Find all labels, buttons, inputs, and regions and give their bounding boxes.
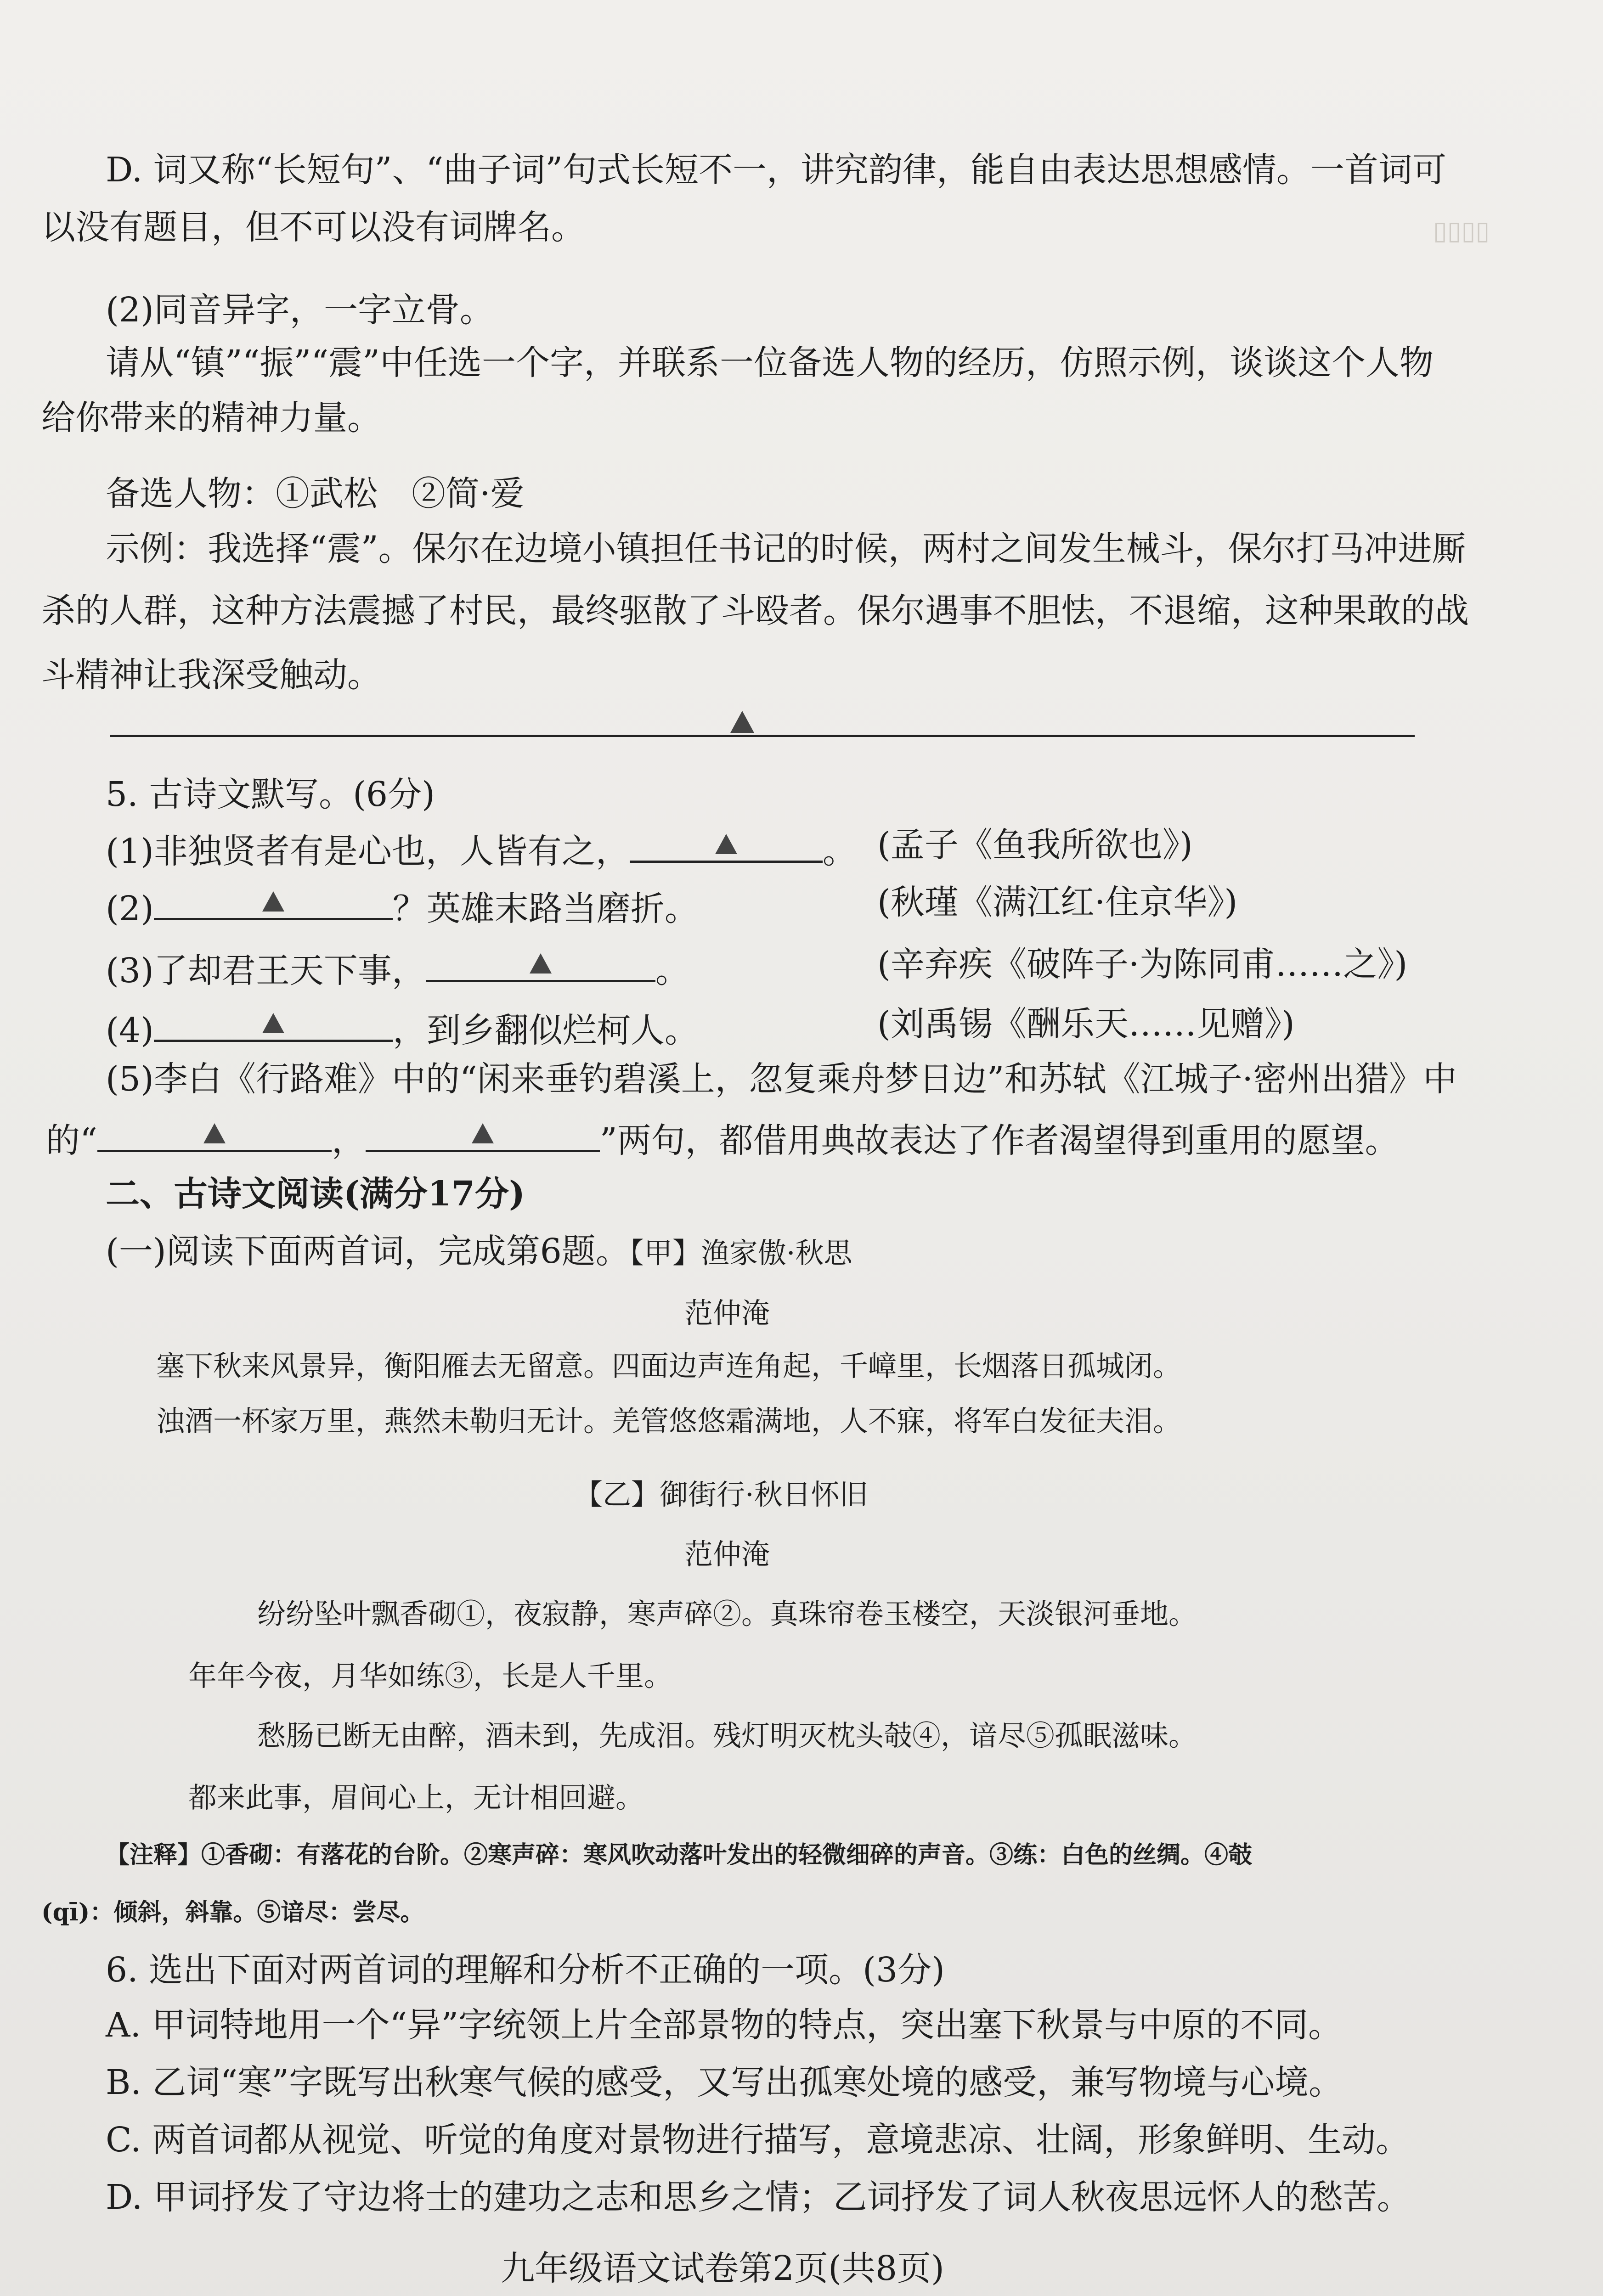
poem-a-author: 范仲淹 — [684, 1296, 770, 1330]
option-d-line2: 以没有题目，但不可以没有词牌名。 — [41, 208, 585, 247]
page-footer: 九年级语文试卷第2页(共8页) — [501, 2249, 944, 2288]
q5-4-blank[interactable] — [154, 1006, 393, 1042]
q5-2-num: (2) — [106, 889, 154, 929]
annotation-line-2: (qī)：倾斜，斜靠。⑤谙尽：尝尽。 — [41, 1898, 424, 1926]
section-2-title: 二、古诗文阅读(满分17分) — [106, 1174, 525, 1214]
q6-option-c[interactable]: C. 两首词都从视觉、听觉的角度对景物进行描写，意境悲凉、壮阔，形象鲜明、生动。 — [106, 2120, 1410, 2160]
blank-marker-icon — [262, 1013, 284, 1033]
poem-b-line-4: 都来此事，眉间心上，无计相回避。 — [188, 1781, 644, 1814]
q5-item-4 — [106, 1006, 699, 1053]
q2-example-1: 示例：我选择“震”。保尔在边境小镇担任书记的时候，两村之间发生械斗，保尔打马冲进厮 — [106, 529, 1466, 568]
q5-item-5: (5)李白《行路难》中的“闲来垂钓碧溪上，忽复乘舟梦日边”和苏轼《江城子·密州出猎》中 — [106, 1059, 1457, 1099]
q5-5-comma: ， — [331, 1121, 366, 1160]
q5-1-end: 。 — [822, 832, 857, 871]
q5-item-1 — [106, 827, 857, 874]
section-2-subtitle — [106, 1228, 852, 1274]
q6-option-b[interactable]: B. 乙词“寒”字既写出秋寒气候的感受，又写出孤寒处境的感受，兼写物境与心境。 — [106, 2063, 1343, 2102]
q5-5-text: ”两句，都借用典故表达了作者渴望得到重用的愿望。 — [599, 1121, 1399, 1160]
poem-a-line-2: 浊酒一杯家万里，燕然未勒归无计。羌管悠悠霜满地，人不寐，将军白发征夫泪。 — [156, 1404, 1182, 1438]
answer-marker-icon — [730, 711, 754, 733]
q2-title: (2)同音异字，一字立骨。 — [106, 290, 494, 330]
q5-item-3 — [106, 946, 689, 994]
q5-2-text: ？英雄末路当磨折。 — [392, 889, 699, 929]
blank-marker-icon — [203, 1123, 226, 1143]
annotation-line-1: 【注释】①香砌：有落花的台阶。②寒声碎：寒风吹动落叶发出的轻微细碎的声音。③练：白色的丝绸。④攲 — [106, 1841, 1253, 1869]
blank-marker-icon — [262, 891, 284, 912]
q5-item-5-cont — [46, 1116, 1399, 1164]
q5-3-end: 。 — [655, 951, 689, 990]
answer-line[interactable] — [110, 735, 1415, 737]
q6-title: 6. 选出下面对两首词的理解和分析不正确的一项。(3分) — [106, 1950, 945, 1990]
q5-2-source: (秋瑾《满江红·住京华》) — [877, 883, 1238, 922]
poem-b-author: 范仲淹 — [684, 1537, 770, 1571]
q5-4-num: (4) — [106, 1011, 154, 1050]
q5-5-blank-1[interactable] — [97, 1116, 332, 1152]
q2-example-3: 斗精神让我深受触动。 — [41, 655, 381, 695]
q5-2-blank[interactable] — [154, 884, 393, 920]
q5-1-blank[interactable] — [630, 827, 823, 863]
q5-4-text: ，到乡翻似烂柯人。 — [392, 1011, 699, 1050]
poem-b-line-1: 纷纷坠叶飘香砌①，夜寂静，寒声碎②。真珠帘卷玉楼空，天淡银河垂地。 — [257, 1597, 1197, 1631]
poem-a-title: 【甲】渔家傲·秋思 — [629, 1236, 852, 1270]
poem-b-title: 【乙】御街行·秋日怀旧 — [574, 1478, 868, 1511]
q5-4-source: (刘禹锡《酬乐天……见赠》) — [877, 1004, 1295, 1044]
q5-3-text: (3)了却君王天下事， — [106, 951, 426, 990]
bleed-through-text: ▯▯▯▯ — [1433, 216, 1490, 246]
q5-title: 5. 古诗文默写。(6分) — [106, 775, 435, 814]
poem-b-line-3: 愁肠已断无由醉，酒未到，先成泪。残灯明灭枕头攲④，谙尽⑤孤眠滋味。 — [257, 1719, 1197, 1752]
poem-a-line-1: 塞下秋来风景异，衡阳雁去无留意。四面边声连角起，千嶂里，长烟落日孤城闭。 — [156, 1349, 1182, 1383]
blank-marker-icon — [530, 953, 552, 974]
q5-3-source: (辛弃疾《破阵子·为陈同甫……之》) — [877, 945, 1408, 984]
q2-candidates: 备选人物：①武松 ②简·爱 — [106, 474, 525, 513]
q5-item-2 — [106, 884, 699, 932]
section-2-instruction: (一)阅读下面两首词，完成第6题。 — [106, 1232, 630, 1271]
q5-5-open: 的“ — [46, 1121, 97, 1160]
q6-option-d[interactable]: D. 甲词抒发了守边将士的建功之志和思乡之情；乙词抒发了词人秋夜思远怀人的愁苦。 — [106, 2178, 1411, 2217]
blank-marker-icon — [472, 1123, 494, 1143]
q2-instruction-2: 给你带来的精神力量。 — [41, 398, 381, 438]
q5-1-text: (1)非独贤者有是心也，人皆有之， — [106, 832, 630, 871]
q5-5-blank-2[interactable] — [366, 1116, 600, 1152]
q2-instruction-1: 请从“镇”“振”“震”中任选一个字，并联系一位备选人物的经历，仿照示例，谈谈这个人物 — [106, 343, 1434, 383]
q2-example-2: 杀的人群，这种方法震撼了村民，最终驱散了斗殴者。保尔遇事不胆怯，不退缩，这种果敢的战 — [41, 591, 1469, 630]
q5-3-blank[interactable] — [426, 946, 655, 982]
blank-marker-icon — [715, 834, 737, 854]
q6-option-a[interactable]: A. 甲词特地用一个“异”字统领上片全部景物的特点，突出塞下秋景与中原的不同。 — [106, 2005, 1343, 2045]
option-d-line1: D. 词又称“长短句”、“曲子词”句式长短不一，讲究韵律，能自由表达思想感情。一首词可 — [106, 150, 1447, 190]
poem-b-line-2: 年年今夜，月华如练③，长是人千里。 — [188, 1659, 673, 1693]
q5-1-source: (孟子《鱼我所欲也》) — [877, 825, 1193, 865]
